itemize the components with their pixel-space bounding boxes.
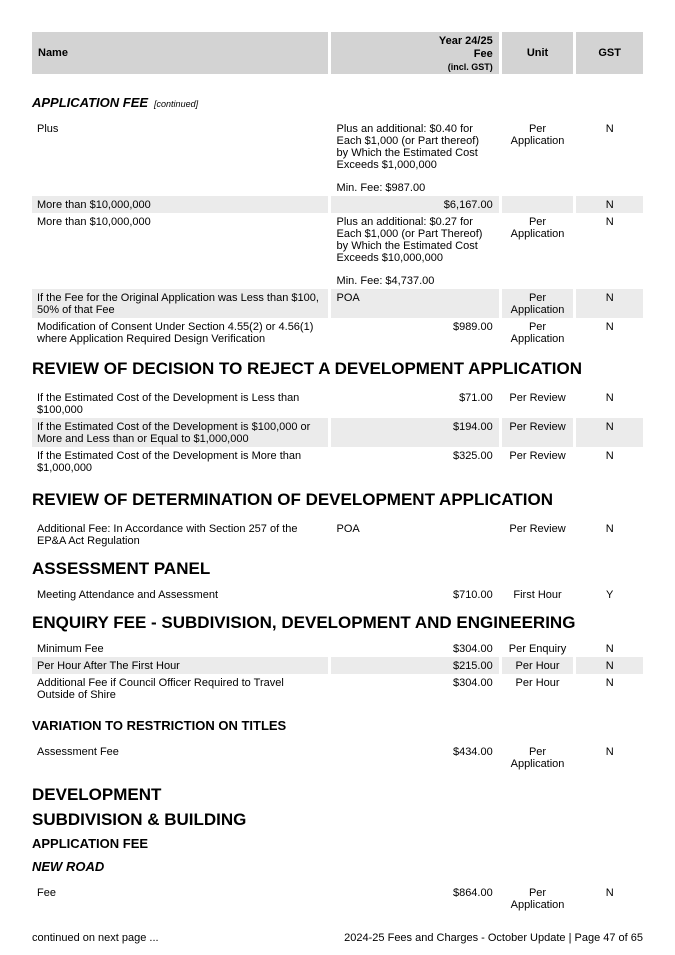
row-fee: $304.00 bbox=[452, 643, 493, 655]
row-name: If the Estimated Cost of the Development is Less than $100,000 bbox=[37, 392, 300, 416]
header-unit: Unit bbox=[502, 32, 574, 74]
row-unit: Per Hour bbox=[515, 677, 560, 689]
row-name: More than $10,000,000 bbox=[32, 196, 328, 213]
row-fee-text: Plus an additional: $0.27 for Each $1,000 (or Part Thereof) by Which the Estimated Cost Exceeds $10,000,000 bbox=[336, 216, 483, 264]
row-unit: Per Application bbox=[510, 746, 565, 770]
table-row bbox=[32, 657, 643, 674]
row-gst: N bbox=[605, 523, 614, 535]
table-row bbox=[32, 389, 643, 418]
table-row bbox=[32, 520, 643, 549]
row-unit: Per Application bbox=[510, 123, 565, 147]
continued-label: [continued] bbox=[154, 99, 199, 109]
row-fee: $864.00 bbox=[452, 887, 493, 899]
row-fee-text: Plus an additional: $0.40 for Each $1,000 (or Part thereof) by Which the Estimated Cost Exceeds $1,000,000 bbox=[336, 123, 479, 171]
row-name: If the Estimated Cost of the Development is More than $1,000,000 bbox=[37, 450, 302, 474]
table-row bbox=[32, 289, 643, 318]
table-header bbox=[32, 32, 643, 74]
row-name: Additional Fee if Council Officer Required to Travel Outside of Shire bbox=[37, 677, 284, 701]
row-gst: N bbox=[605, 746, 614, 758]
row-unit bbox=[502, 196, 574, 213]
section-heading-application-fee-continued bbox=[32, 95, 643, 110]
row-fee: $194.00 bbox=[331, 418, 499, 447]
table-row bbox=[32, 743, 643, 772]
header-gst: GST bbox=[576, 32, 643, 74]
row-unit: Per Application bbox=[510, 321, 565, 345]
row-name: Assessment Fee bbox=[37, 746, 119, 758]
row-gst: N bbox=[605, 123, 614, 135]
row-fee: $304.00 bbox=[452, 677, 493, 689]
row-gst: N bbox=[605, 887, 614, 899]
table-row bbox=[32, 586, 643, 603]
row-name: If the Estimated Cost of the Development is $100,000 or More and Less than or Equal to $1,000,000 bbox=[32, 418, 328, 447]
header-fee-label: Fee bbox=[473, 48, 493, 60]
row-gst: N bbox=[576, 418, 643, 447]
fee-schedule-page bbox=[32, 32, 643, 913]
row-unit: Per Review bbox=[509, 450, 566, 462]
table-row bbox=[32, 884, 643, 913]
header-fee-gst-note: (incl. GST) bbox=[447, 62, 493, 72]
row-gst: N bbox=[576, 196, 643, 213]
row-unit: Per Application bbox=[502, 289, 574, 318]
row-name: Minimum Fee bbox=[37, 643, 104, 655]
row-gst: Y bbox=[606, 589, 614, 601]
header-fee bbox=[331, 32, 499, 74]
row-fee: $325.00 bbox=[452, 450, 493, 462]
section-heading-subdivision-building: SUBDIVISION & BUILDING bbox=[32, 810, 247, 829]
row-fee: $215.00 bbox=[331, 657, 499, 674]
row-fee: POA bbox=[331, 289, 499, 318]
row-unit: First Hour bbox=[513, 589, 562, 601]
row-unit: Per Review bbox=[502, 418, 574, 447]
section-heading-variation: VARIATION TO RESTRICTION ON TITLES bbox=[32, 718, 287, 733]
header-name: Name bbox=[32, 32, 328, 74]
row-unit: Per Application bbox=[510, 887, 565, 911]
table-row bbox=[32, 196, 643, 213]
row-unit: Per Enquiry bbox=[508, 643, 567, 655]
header-fee-year: Year 24/25 bbox=[438, 35, 493, 47]
row-unit: Per Application bbox=[510, 216, 565, 240]
row-fee: $710.00 bbox=[452, 589, 493, 601]
section-heading-application-fee: APPLICATION FEE bbox=[32, 836, 149, 851]
table-row bbox=[32, 447, 643, 476]
section-heading-new-road: NEW ROAD bbox=[32, 859, 105, 874]
section-heading-assessment-panel: ASSESSMENT PANEL bbox=[32, 559, 211, 578]
row-gst: N bbox=[605, 392, 614, 404]
row-fee bbox=[331, 213, 499, 289]
row-name: Fee bbox=[37, 887, 56, 899]
row-fee: POA bbox=[336, 523, 360, 535]
row-name: Meeting Attendance and Assessment bbox=[37, 589, 219, 601]
row-min-fee: Min. Fee: $987.00 bbox=[336, 182, 426, 194]
row-gst: N bbox=[576, 657, 643, 674]
table-row bbox=[32, 640, 643, 657]
section-heading-development: DEVELOPMENT bbox=[32, 785, 162, 804]
row-fee bbox=[331, 120, 499, 196]
row-fee: $6,167.00 bbox=[331, 196, 499, 213]
row-name: Per Hour After The First Hour bbox=[32, 657, 328, 674]
row-fee: $71.00 bbox=[459, 392, 493, 404]
row-gst: N bbox=[605, 450, 614, 462]
row-unit: Per Review bbox=[509, 392, 566, 404]
table-row bbox=[32, 213, 643, 289]
section-heading-enquiry-fee: ENQUIRY FEE - SUBDIVISION, DEVELOPMENT AND ENGINEERING bbox=[32, 613, 576, 632]
row-fee: $989.00 bbox=[452, 321, 493, 333]
table-row bbox=[32, 120, 643, 196]
footer-page-info: 2024-25 Fees and Charges - October Update | Page 47 of 65 bbox=[344, 932, 643, 944]
section-heading-review-determination: REVIEW OF DETERMINATION OF DEVELOPMENT APPLICATION bbox=[32, 490, 554, 509]
section-heading-review-reject: REVIEW OF DECISION TO REJECT A DEVELOPMENT APPLICATION bbox=[32, 359, 583, 378]
row-gst: N bbox=[605, 216, 614, 228]
table-row bbox=[32, 418, 643, 447]
row-name: Plus bbox=[37, 123, 59, 135]
table-row bbox=[32, 674, 643, 703]
row-min-fee: Min. Fee: $4,737.00 bbox=[336, 275, 435, 287]
row-name: Additional Fee: In Accordance with Section 257 of the EP&A Act Regulation bbox=[37, 523, 298, 547]
row-fee: $434.00 bbox=[452, 746, 493, 758]
section-title: APPLICATION FEE bbox=[32, 95, 149, 110]
row-unit: Per Hour bbox=[502, 657, 574, 674]
table-row bbox=[32, 318, 643, 347]
row-gst: N bbox=[605, 677, 614, 689]
row-name: More than $10,000,000 bbox=[37, 216, 151, 228]
row-gst: N bbox=[605, 643, 614, 655]
row-gst: N bbox=[576, 289, 643, 318]
row-name: If the Fee for the Original Application was Less than $100, 50% of that Fee bbox=[32, 289, 328, 318]
row-unit: Per Review bbox=[509, 523, 566, 535]
row-name: Modification of Consent Under Section 4.55(2) or 4.56(1) where Application Required Design Verification bbox=[37, 321, 314, 345]
footer-continued: continued on next page ... bbox=[32, 932, 159, 944]
row-gst: N bbox=[605, 321, 614, 333]
